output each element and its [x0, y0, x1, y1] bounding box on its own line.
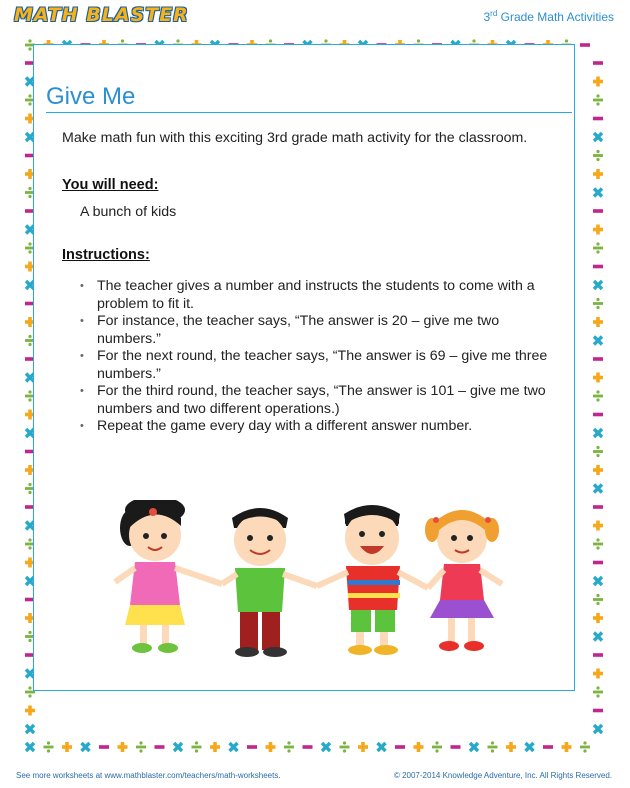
girl-pink-shirt	[115, 500, 222, 653]
plus-icon	[593, 317, 603, 327]
times-icon	[526, 743, 534, 751]
times-icon	[594, 189, 602, 197]
grade-label	[483, 9, 614, 24]
divide-icon	[136, 741, 146, 752]
divide-icon	[593, 446, 603, 457]
minus-icon	[593, 357, 603, 361]
divide-icon	[593, 242, 603, 253]
minus-icon	[593, 117, 603, 121]
times-icon	[174, 743, 182, 751]
times-icon	[594, 429, 602, 437]
minus-icon	[580, 43, 590, 47]
divide-icon	[580, 741, 590, 752]
times-icon	[470, 743, 478, 751]
plus-icon	[593, 521, 603, 531]
grade-suffix: rd	[490, 9, 498, 18]
boy-red-shirt	[317, 505, 428, 655]
times-icon	[26, 743, 34, 751]
plus-icon	[593, 669, 603, 679]
minus-icon	[593, 209, 603, 213]
times-icon	[594, 577, 602, 585]
times-icon	[594, 725, 602, 733]
logo-text: MATH BLASTER	[14, 4, 189, 26]
times-icon	[230, 743, 238, 751]
divide-icon	[593, 594, 603, 605]
times-icon	[594, 133, 602, 141]
plus-icon	[593, 77, 603, 87]
times-icon	[594, 281, 602, 289]
divide-icon	[488, 741, 498, 752]
intro-text: Make math fun with this exciting 3rd grade math activity for the classroom.	[62, 130, 528, 146]
minus-icon	[593, 505, 603, 509]
plus-icon	[25, 706, 35, 716]
minus-icon	[155, 745, 165, 749]
instructions-list	[78, 278, 548, 436]
minus-icon	[303, 745, 313, 749]
divide-icon	[340, 741, 350, 752]
times-icon	[594, 337, 602, 345]
divide-icon	[44, 741, 54, 752]
plus-icon	[593, 613, 603, 623]
times-icon	[82, 743, 90, 751]
minus-icon	[593, 653, 603, 657]
footer-website: See more worksheets at www.mathblaster.com/teachers/math-worksheets.	[16, 771, 281, 780]
grade-number: 3	[483, 10, 491, 24]
plus-icon	[414, 742, 424, 752]
instruction-item: • For the next round, the teacher says, “The answer is 69 – give me three numbers.”	[78, 348, 548, 383]
footer-copyright: © 2007-2014 Knowledge Adventure, Inc. All Rights Reserved.	[393, 771, 612, 780]
instructions-heading: Instructions:	[62, 247, 150, 263]
plus-icon	[593, 373, 603, 383]
plus-icon	[118, 742, 128, 752]
divide-icon	[593, 150, 603, 161]
times-icon	[378, 743, 386, 751]
plus-icon	[210, 742, 220, 752]
girl-red-dress	[425, 510, 502, 651]
divide-icon	[284, 741, 294, 752]
minus-icon	[395, 745, 405, 749]
times-icon	[322, 743, 330, 751]
minus-icon	[451, 745, 461, 749]
minus-icon	[99, 745, 109, 749]
minus-icon	[593, 561, 603, 565]
plus-icon	[506, 742, 516, 752]
children-illustration	[110, 500, 520, 665]
divide-icon	[192, 741, 202, 752]
divide-icon	[593, 298, 603, 309]
instruction-item: • For the third round, the teacher says, “The answer is 101 – give me two numbers and two different operations.)	[78, 383, 548, 418]
plus-icon	[593, 465, 603, 475]
plus-icon	[62, 742, 72, 752]
divide-icon	[593, 686, 603, 697]
divide-icon	[593, 538, 603, 549]
boy-green-shirt	[222, 508, 317, 657]
divide-icon	[432, 741, 442, 752]
minus-icon	[247, 745, 257, 749]
plus-icon	[266, 742, 276, 752]
minus-icon	[593, 413, 603, 417]
minus-icon	[543, 745, 553, 749]
times-icon	[26, 725, 34, 733]
need-heading: You will need:	[62, 177, 159, 193]
plus-icon	[358, 742, 368, 752]
instruction-item: • The teacher gives a number and instructs the students to come with a problem to fit it.	[78, 278, 548, 313]
times-icon	[594, 485, 602, 493]
times-icon	[594, 633, 602, 641]
instruction-item: • For instance, the teacher says, “The answer is 20 – give me two numbers.”	[78, 313, 548, 348]
minus-icon	[593, 709, 603, 713]
divide-icon	[593, 390, 603, 401]
plus-icon	[562, 742, 572, 752]
instruction-item: • Repeat the game every day with a different answer number.	[78, 418, 548, 436]
plus-icon	[593, 225, 603, 235]
worksheet-title: Give Me	[46, 83, 136, 110]
divide-icon	[593, 94, 603, 105]
math-blaster-logo	[14, 4, 189, 26]
need-item: A bunch of kids	[80, 204, 177, 220]
grade-text: Grade Math Activities	[497, 10, 614, 24]
title-divider	[46, 112, 572, 113]
plus-icon	[593, 169, 603, 179]
minus-icon	[593, 265, 603, 269]
minus-icon	[593, 61, 603, 65]
